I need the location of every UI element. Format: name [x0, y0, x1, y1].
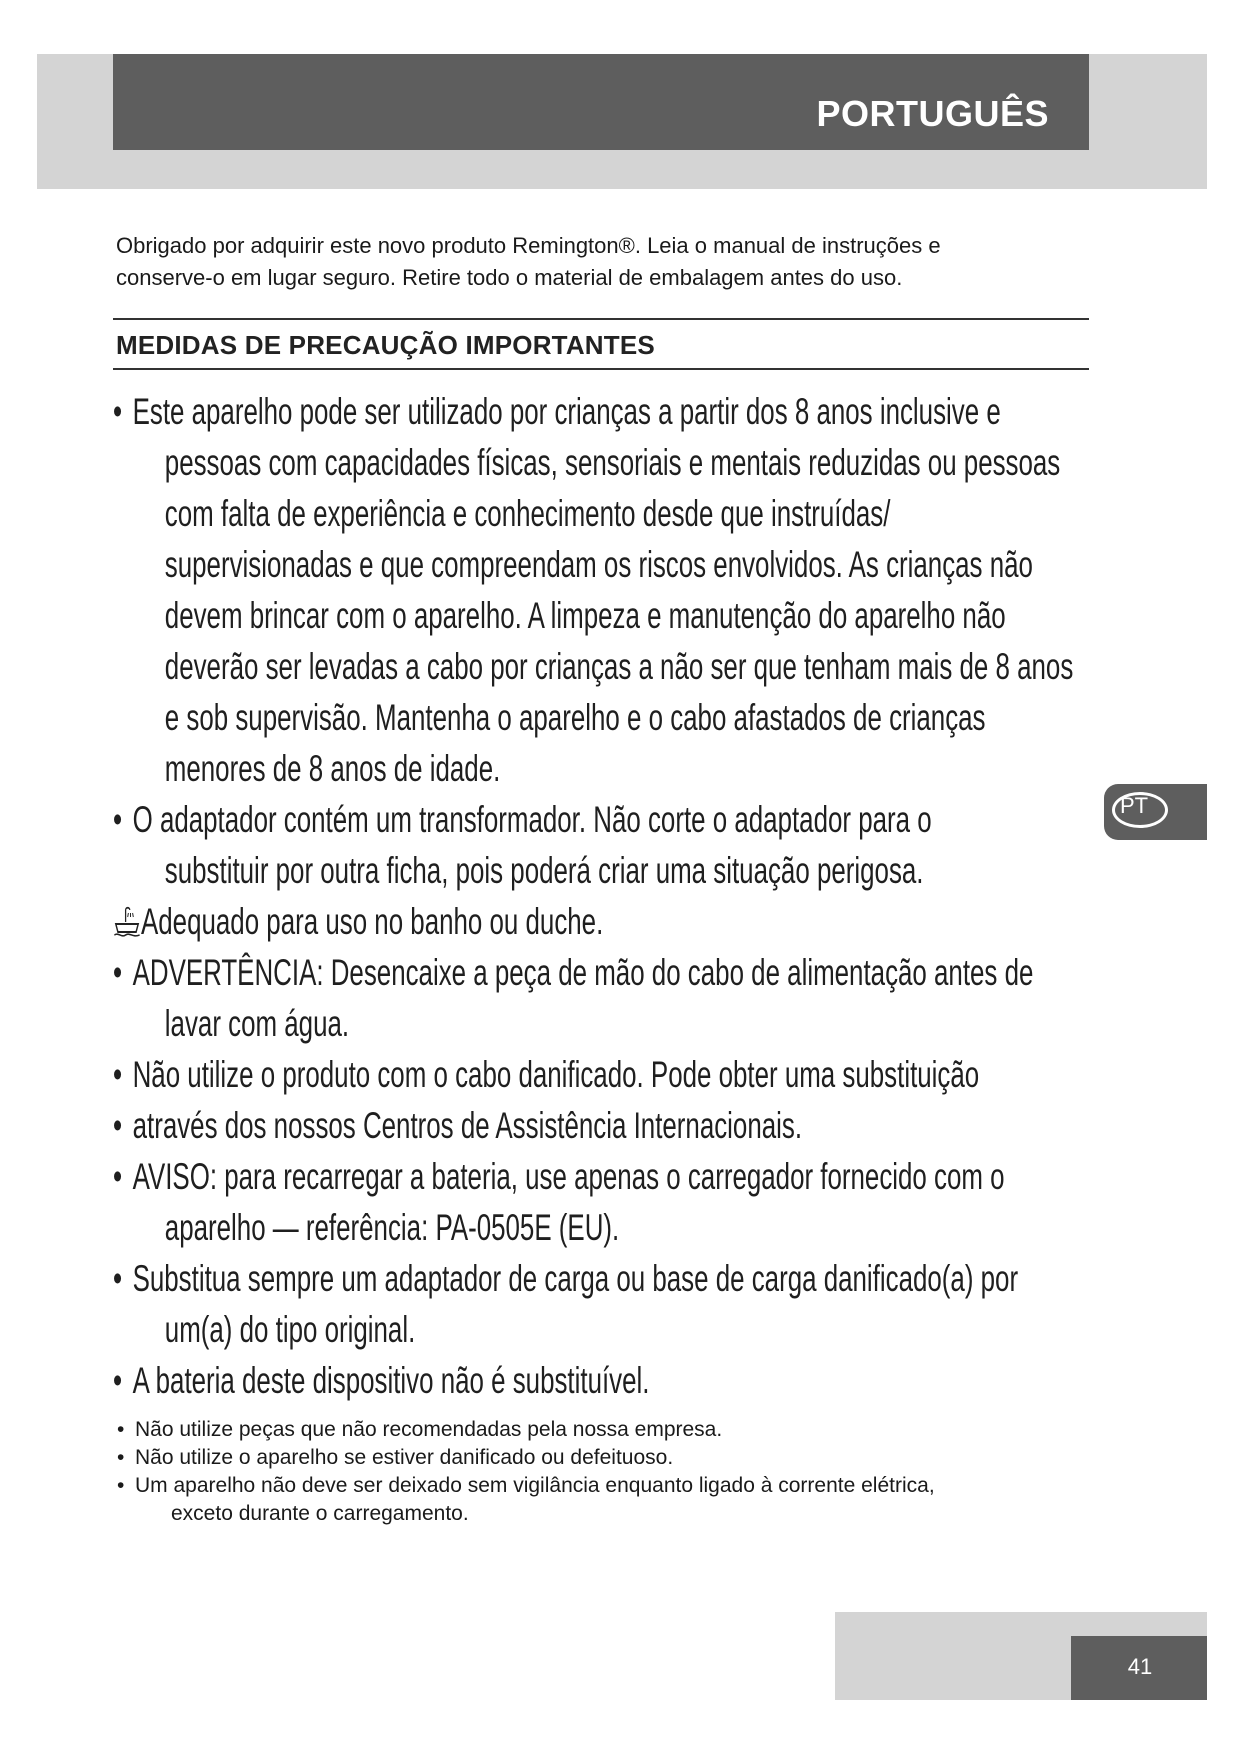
item-text: pessoas com capacidades físicas, sensoriais e mentais reduzidas ou pessoas [164, 442, 1061, 483]
page-number-box [1071, 1636, 1207, 1700]
list-item [117, 1444, 1077, 1472]
page-number: 41 [1127, 1654, 1153, 1679]
list-item [113, 386, 1103, 794]
item-text: e sob supervisão. Mantenha o aparelho e o cabo afastados de crianças [164, 697, 986, 738]
language-tab [1104, 784, 1207, 840]
item-text: A bateria deste dispositivo não é substituível. [132, 1360, 650, 1401]
list-item [113, 947, 1103, 1049]
item-text: Este aparelho pode ser utilizado por crianças a partir dos 8 anos inclusive e [132, 391, 1001, 432]
item-text: AVISO: para recarregar a bateria, use apenas o carregador fornecido com o [132, 1156, 1005, 1197]
list-item [117, 1416, 1077, 1444]
additional-precautions-list [117, 1416, 1077, 1528]
list-item [113, 1253, 1103, 1355]
language-title: PORTUGUÊS [816, 93, 1049, 134]
list-item [117, 1472, 1077, 1528]
item-text: deverão ser levadas a cabo por crianças a não ser que tenham mais de 8 anos [164, 646, 1074, 687]
item-text: exceto durante o carregamento. [171, 1502, 469, 1525]
section-heading [113, 318, 1089, 370]
item-text: ADVERTÊNCIA: Desencaixe a peça de mão do cabo de alimentação antes de [132, 952, 1034, 993]
bullet: • [113, 391, 123, 432]
list-item [113, 1355, 1103, 1406]
list-item [113, 1151, 1103, 1253]
bullet: • [113, 1360, 123, 1401]
bullet: • [113, 799, 123, 840]
bullet: • [113, 1258, 123, 1299]
item-text: O adaptador contém um transformador. Não corte o adaptador para o [132, 799, 932, 840]
intro-line-2: conserve-o em lugar seguro. Retire todo o material de embalagem antes do uso. [116, 265, 903, 290]
list-item [113, 794, 1103, 896]
item-text: com falta de experiência e conhecimento desde que instruídas/ [164, 493, 891, 534]
bullet: • [113, 1105, 123, 1146]
bullet: • [117, 1446, 125, 1469]
item-text: substituir por outra ficha, pois poderá criar uma situação perigosa. [164, 850, 924, 891]
header-bar [113, 54, 1089, 150]
item-text: lavar com água. [164, 1003, 350, 1044]
bullet: • [113, 952, 123, 993]
list-item [113, 1049, 1103, 1100]
precautions-list [113, 386, 1103, 1406]
item-text: menores de 8 anos de idade. [164, 748, 501, 789]
item-text: aparelho — referência: PA-0505E (EU). [164, 1207, 620, 1248]
bullet: • [113, 1054, 123, 1095]
intro-text [116, 230, 1046, 294]
item-text: Não utilize peças que não recomendadas pela nossa empresa. [135, 1418, 723, 1441]
item-text: Não utilize o produto com o cabo danificado. Pode obter uma substituição [132, 1054, 980, 1095]
item-text: Um aparelho não deve ser deixado sem vigilância enquanto ligado à corrente elétrica, [135, 1474, 935, 1497]
item-text: Adequado para uso no banho ou duche. [141, 901, 604, 942]
list-item [113, 896, 1103, 947]
list-item [113, 1100, 1103, 1151]
bullet: • [113, 1156, 123, 1197]
item-text: Substitua sempre um adaptador de carga ou base de carga danificado(a) por [132, 1258, 1019, 1299]
item-text: devem brincar com o aparelho. A limpeza e manutenção do aparelho não [164, 595, 1006, 636]
item-text: através dos nossos Centros de Assistência Internacionais. [132, 1105, 803, 1146]
language-tab-label: PT [1120, 793, 1149, 818]
item-text: Não utilize o aparelho se estiver danificado ou defeituoso. [135, 1446, 674, 1469]
item-text: um(a) do tipo original. [164, 1309, 416, 1350]
intro-line-1: Obrigado por adquirir este novo produto Remington®. Leia o manual de instruções e [116, 233, 941, 258]
section-title: MEDIDAS DE PRECAUÇÃO IMPORTANTES [116, 330, 655, 360]
bullet: • [117, 1418, 125, 1441]
bath-shower-icon [113, 904, 141, 938]
item-text: supervisionadas e que compreendam os riscos envolvidos. As crianças não [164, 544, 1033, 585]
bullet: • [117, 1474, 125, 1497]
